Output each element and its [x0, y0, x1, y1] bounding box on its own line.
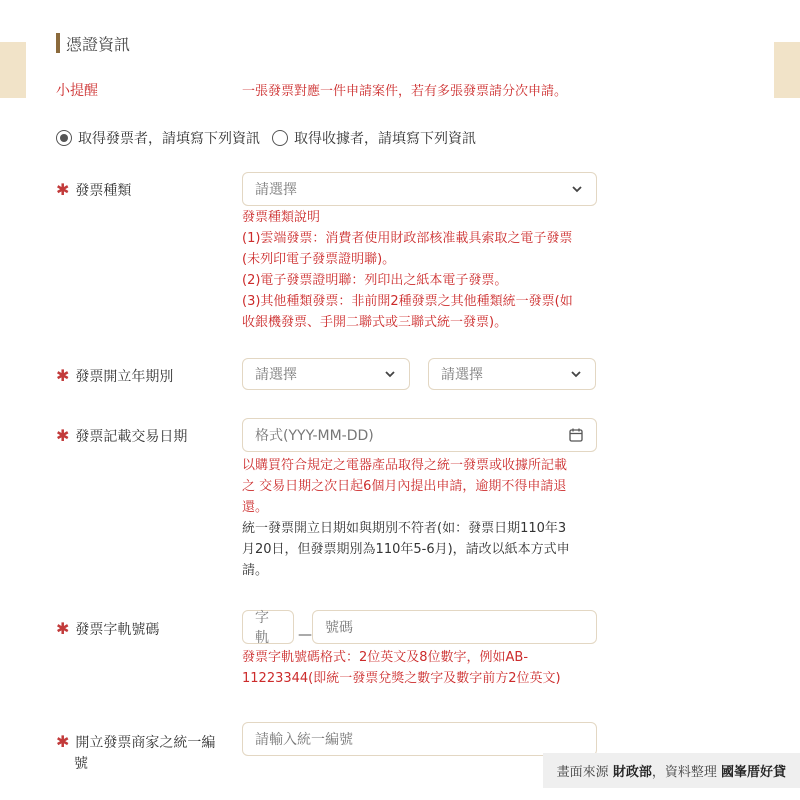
credit-source: 財政部 [612, 765, 652, 780]
required-star: ✱ [56, 180, 70, 199]
period-year-select[interactable] [242, 358, 410, 390]
merchant-tax-id-input[interactable] [242, 722, 597, 756]
invoice-type-note-line: 發票種類說明 [242, 210, 321, 225]
transaction-date-note-line: 月20日，但發票期別為110年5-6月)，請改以紙本方式申 [242, 542, 570, 557]
invoice-number-label-text: 發票字軌號碼 [75, 622, 160, 638]
credit-middle: ，資料整理 [651, 765, 717, 780]
invoice-type-note-line: (3)其他種類發票：非前開2種發票之其他種類統一發票(如 [242, 294, 573, 309]
invoice-number-notes [242, 647, 561, 689]
invoice-track-input[interactable] [242, 610, 294, 644]
chevron-down-icon [569, 367, 583, 381]
transaction-date-notes-red [242, 455, 567, 518]
tip-text: 一張發票對應一件申請案件，若有多張發票請分次申請。 [242, 84, 568, 99]
section-title-text: 憑證資訊 [66, 34, 131, 54]
period-months-placeholder: 請選擇 [441, 367, 483, 383]
invoice-type-note-line: (1)雲端發票：消費者使用財政部核准載具索取之電子發票 [242, 231, 573, 246]
transaction-date-note-line: 以購買符合規定之電器產品取得之統一發票或收據所記載 [242, 458, 568, 473]
period-months-select[interactable] [428, 358, 596, 390]
merchant-tax-id-placeholder: 請輸入統一編號 [255, 732, 353, 748]
transaction-date-label [56, 426, 187, 446]
credit-org: 國峯厝好貸 [720, 765, 786, 780]
invoice-number-separator: — [298, 627, 312, 643]
receipt-radio-label[interactable]: 取得收據者，請填寫下列資訊 [294, 131, 476, 147]
invoice-number-note-line: 發票字軌號碼格式：2位英文及8位數字，例如AB- [242, 650, 529, 665]
period-year-placeholder: 請選擇 [255, 367, 297, 383]
invoice-radio-dot [60, 134, 68, 142]
transaction-date-note-line: 還。 [242, 500, 269, 515]
invoice-number-note-line: 11223344(即統一發票兌獎之數字及數字前方2位英文) [242, 671, 561, 686]
invoice-type-note-line: 收銀機發票、手開二聯式或三聯式統一發票)。 [242, 315, 508, 330]
transaction-date-input[interactable] [242, 418, 597, 452]
required-star: ✱ [56, 732, 70, 751]
merchant-tax-id-label [56, 731, 215, 775]
transaction-date-label-text: 發票記載交易日期 [75, 429, 188, 445]
invoice-type-note-line: (2)電子發票證明聯：列印出之紙本電子發票。 [242, 273, 508, 288]
transaction-date-notes-dark [242, 518, 570, 581]
document-type-radio-group [56, 128, 488, 148]
invoice-radio-label[interactable]: 取得發票者，請填寫下列資訊 [78, 131, 260, 147]
invoice-radio[interactable] [56, 130, 72, 146]
chevron-down-icon [570, 182, 584, 196]
tip-label: 小提醒 [56, 83, 98, 99]
right-side-tab [774, 42, 800, 98]
period-label-text: 發票開立年期別 [75, 369, 174, 385]
invoice-type-label [56, 180, 131, 200]
required-star: ✱ [56, 426, 70, 445]
invoice-number-placeholder: 號碼 [325, 620, 353, 636]
invoice-type-note-line: (未列印電子發票證明聯)。 [242, 252, 396, 267]
chevron-down-icon [383, 367, 397, 381]
invoice-type-label-text: 發票種類 [75, 183, 132, 199]
left-side-tab [0, 42, 26, 98]
invoice-number-label [56, 619, 159, 639]
invoice-type-placeholder: 請選擇 [255, 182, 297, 198]
invoice-type-select[interactable] [242, 172, 597, 206]
required-star: ✱ [56, 366, 70, 385]
credit-prefix: 畫面來源 [556, 765, 609, 780]
section-title [56, 32, 130, 54]
period-label [56, 366, 173, 386]
transaction-date-note-line: 之 交易日期之次日起6個月內提出申請，逾期不得申請退 [242, 479, 567, 494]
receipt-radio[interactable] [272, 130, 288, 146]
merchant-tax-id-label-line2: 號 [74, 756, 88, 772]
transaction-date-note-line: 統一發票開立日期如與期別不符者(如：發票日期110年3 [242, 521, 567, 536]
transaction-date-placeholder: 格式(YYY-MM-DD) [255, 428, 374, 444]
merchant-tax-id-label-line1: 開立發票商家之統一編 [75, 735, 216, 751]
section-title-bar [56, 33, 60, 53]
calendar-icon[interactable] [568, 427, 584, 443]
invoice-number-input[interactable] [312, 610, 597, 644]
image-credit [543, 753, 800, 788]
invoice-track-placeholder: 字軌 [255, 610, 269, 646]
required-star: ✱ [56, 619, 70, 638]
invoice-type-notes [242, 207, 573, 333]
transaction-date-note-line: 請。 [242, 563, 269, 578]
